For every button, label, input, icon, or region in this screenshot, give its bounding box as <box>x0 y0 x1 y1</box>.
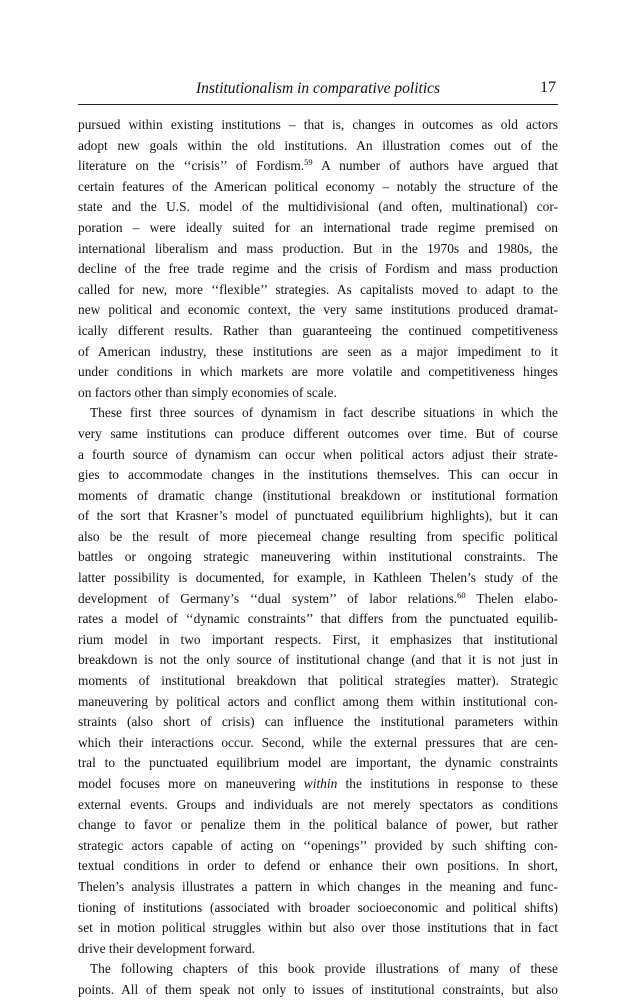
text-line: These first three sources of dynamism in fact describe situations in which the <box>90 405 558 421</box>
text-line: gies to accommodate changes in the institutions themselves. This can occur in <box>78 467 558 483</box>
text-line: state and the U.S. model of the multidivisional (and often, multinational) cor- <box>78 199 558 215</box>
text-line: which their interactions occur. Second, while the external pressures that are cen- <box>78 734 558 750</box>
text-line: change to favor or penalize them in the political balance of power, but rather <box>78 817 558 833</box>
text-line <box>78 589 558 610</box>
text-line: straints (also short of crisis) can influence the institutional parameters within <box>78 714 558 730</box>
text-line: maneuvering by political actors and conflict among them within institutional con- <box>78 693 558 709</box>
body-text <box>78 115 558 1001</box>
text-line: of American industry, these institutions are seen as a major impediment to it <box>78 343 558 359</box>
text-line: called for new, more ‘‘flexible’’ strategies. As capitalists moved to adapt to the <box>78 281 558 297</box>
text-line: moments of institutional breakdown that political strategies matter). Strategic <box>78 673 558 689</box>
text-line: a fourth source of dynamism can occur when political actors adjust their strate- <box>78 446 558 462</box>
text-segment: the institutions in response to these <box>337 776 558 791</box>
text-line: tioning of institutions (associated with broader socioeconomic and political shifts) <box>78 899 558 915</box>
text-line: textual conditions in order to defend or enhance their own positions. In short, <box>78 858 558 874</box>
text-line: certain features of the American political economy – notably the structure of the <box>78 178 558 194</box>
text-line: adopt new goals within the old institutions. An illustration comes out of the <box>78 137 558 153</box>
text-line: moments of dramatic change (institutional breakdown or institutional formation <box>78 487 558 503</box>
text-line: The following chapters of this book provide illustrations of many of these <box>90 961 558 977</box>
paragraph-2 <box>78 403 558 959</box>
text-line: drive their development forward. <box>78 940 255 956</box>
text-segment: A number of authors have argued that <box>312 158 558 174</box>
footnote-ref-59[interactable]: 59 <box>304 157 313 168</box>
text-line: points. All of them speak not only to issues of institutional constraints, but also <box>78 981 558 997</box>
text-segment: Thelen elabo- <box>465 590 558 606</box>
text-line: poration – were ideally suited for an international trade regime premised on <box>78 219 558 235</box>
footnote-ref-60[interactable]: 60 <box>457 589 466 600</box>
text-segment: model focuses more on maneuvering <box>78 776 304 791</box>
text-line: tral to the punctuated equilibrium model are important, the dynamic constraints <box>78 755 558 771</box>
text-line: battles or ongoing strategic maneuvering within institutional constraints. The <box>78 549 558 565</box>
text-line: set in motion political struggles within but also over those institutions that in fact <box>78 920 558 936</box>
text-line: external events. Groups and individuals are not merely spectators as conditions <box>78 796 558 812</box>
emphasis-within: within <box>303 776 338 791</box>
text-segment: development of Germany’s ‘‘dual system’’ of labor relations. <box>78 590 458 606</box>
text-line: breakdown is not the only source of institutional change (and that it is not just in <box>78 652 558 668</box>
text-line: under conditions in which markets are more volatile and competitiveness hinges <box>78 364 558 380</box>
text-line: strategic actors capable of acting on ‘‘openings’’ provided by such shifting con- <box>78 837 558 853</box>
paragraph-1 <box>78 115 558 403</box>
text-line: Thelen’s analysis illustrates a pattern in which changes in the meaning and func- <box>78 878 558 894</box>
text-line: rates a model of ‘‘dynamic constraints’’ that differs from the punctuated equilib- <box>78 611 558 627</box>
text-line: also be the result of more piecemeal change resulting from specific political <box>78 528 558 544</box>
text-segment: literature on the ‘‘crisis’’ of Fordism. <box>78 158 305 174</box>
text-line <box>78 156 558 177</box>
page-number: 17 <box>540 79 556 96</box>
text-line: ically different results. Rather than guaranteeing the continued competitiveness <box>78 322 558 338</box>
text-line: latter possibility is documented, for example, in Kathleen Thelen’s study of the <box>78 570 558 586</box>
text-line: rium model in two important respects. First, it emphasizes that institutional <box>78 631 558 647</box>
text-line: new political and economic context, the very same institutions produced dramat- <box>78 302 558 318</box>
text-line: decline of the free trade regime and the crisis of Fordism and mass production <box>78 261 558 277</box>
text-line <box>78 774 558 795</box>
running-header <box>78 76 558 105</box>
text-line: international liberalism and mass production. But in the 1970s and 1980s, the <box>78 240 558 256</box>
text-line: of the sort that Krasner’s model of punctuated equilibrium highlights), but it can <box>78 508 558 524</box>
text-line: pursued within existing institutions – that is, changes in outcomes as old actors <box>78 117 558 132</box>
running-title: Institutionalism in comparative politics <box>195 80 441 97</box>
text-line: very same institutions can produce different outcomes over time. But of course <box>78 425 558 441</box>
text-line: on factors other than simply economies of scale. <box>78 384 337 400</box>
paragraph-3 <box>78 959 558 1000</box>
